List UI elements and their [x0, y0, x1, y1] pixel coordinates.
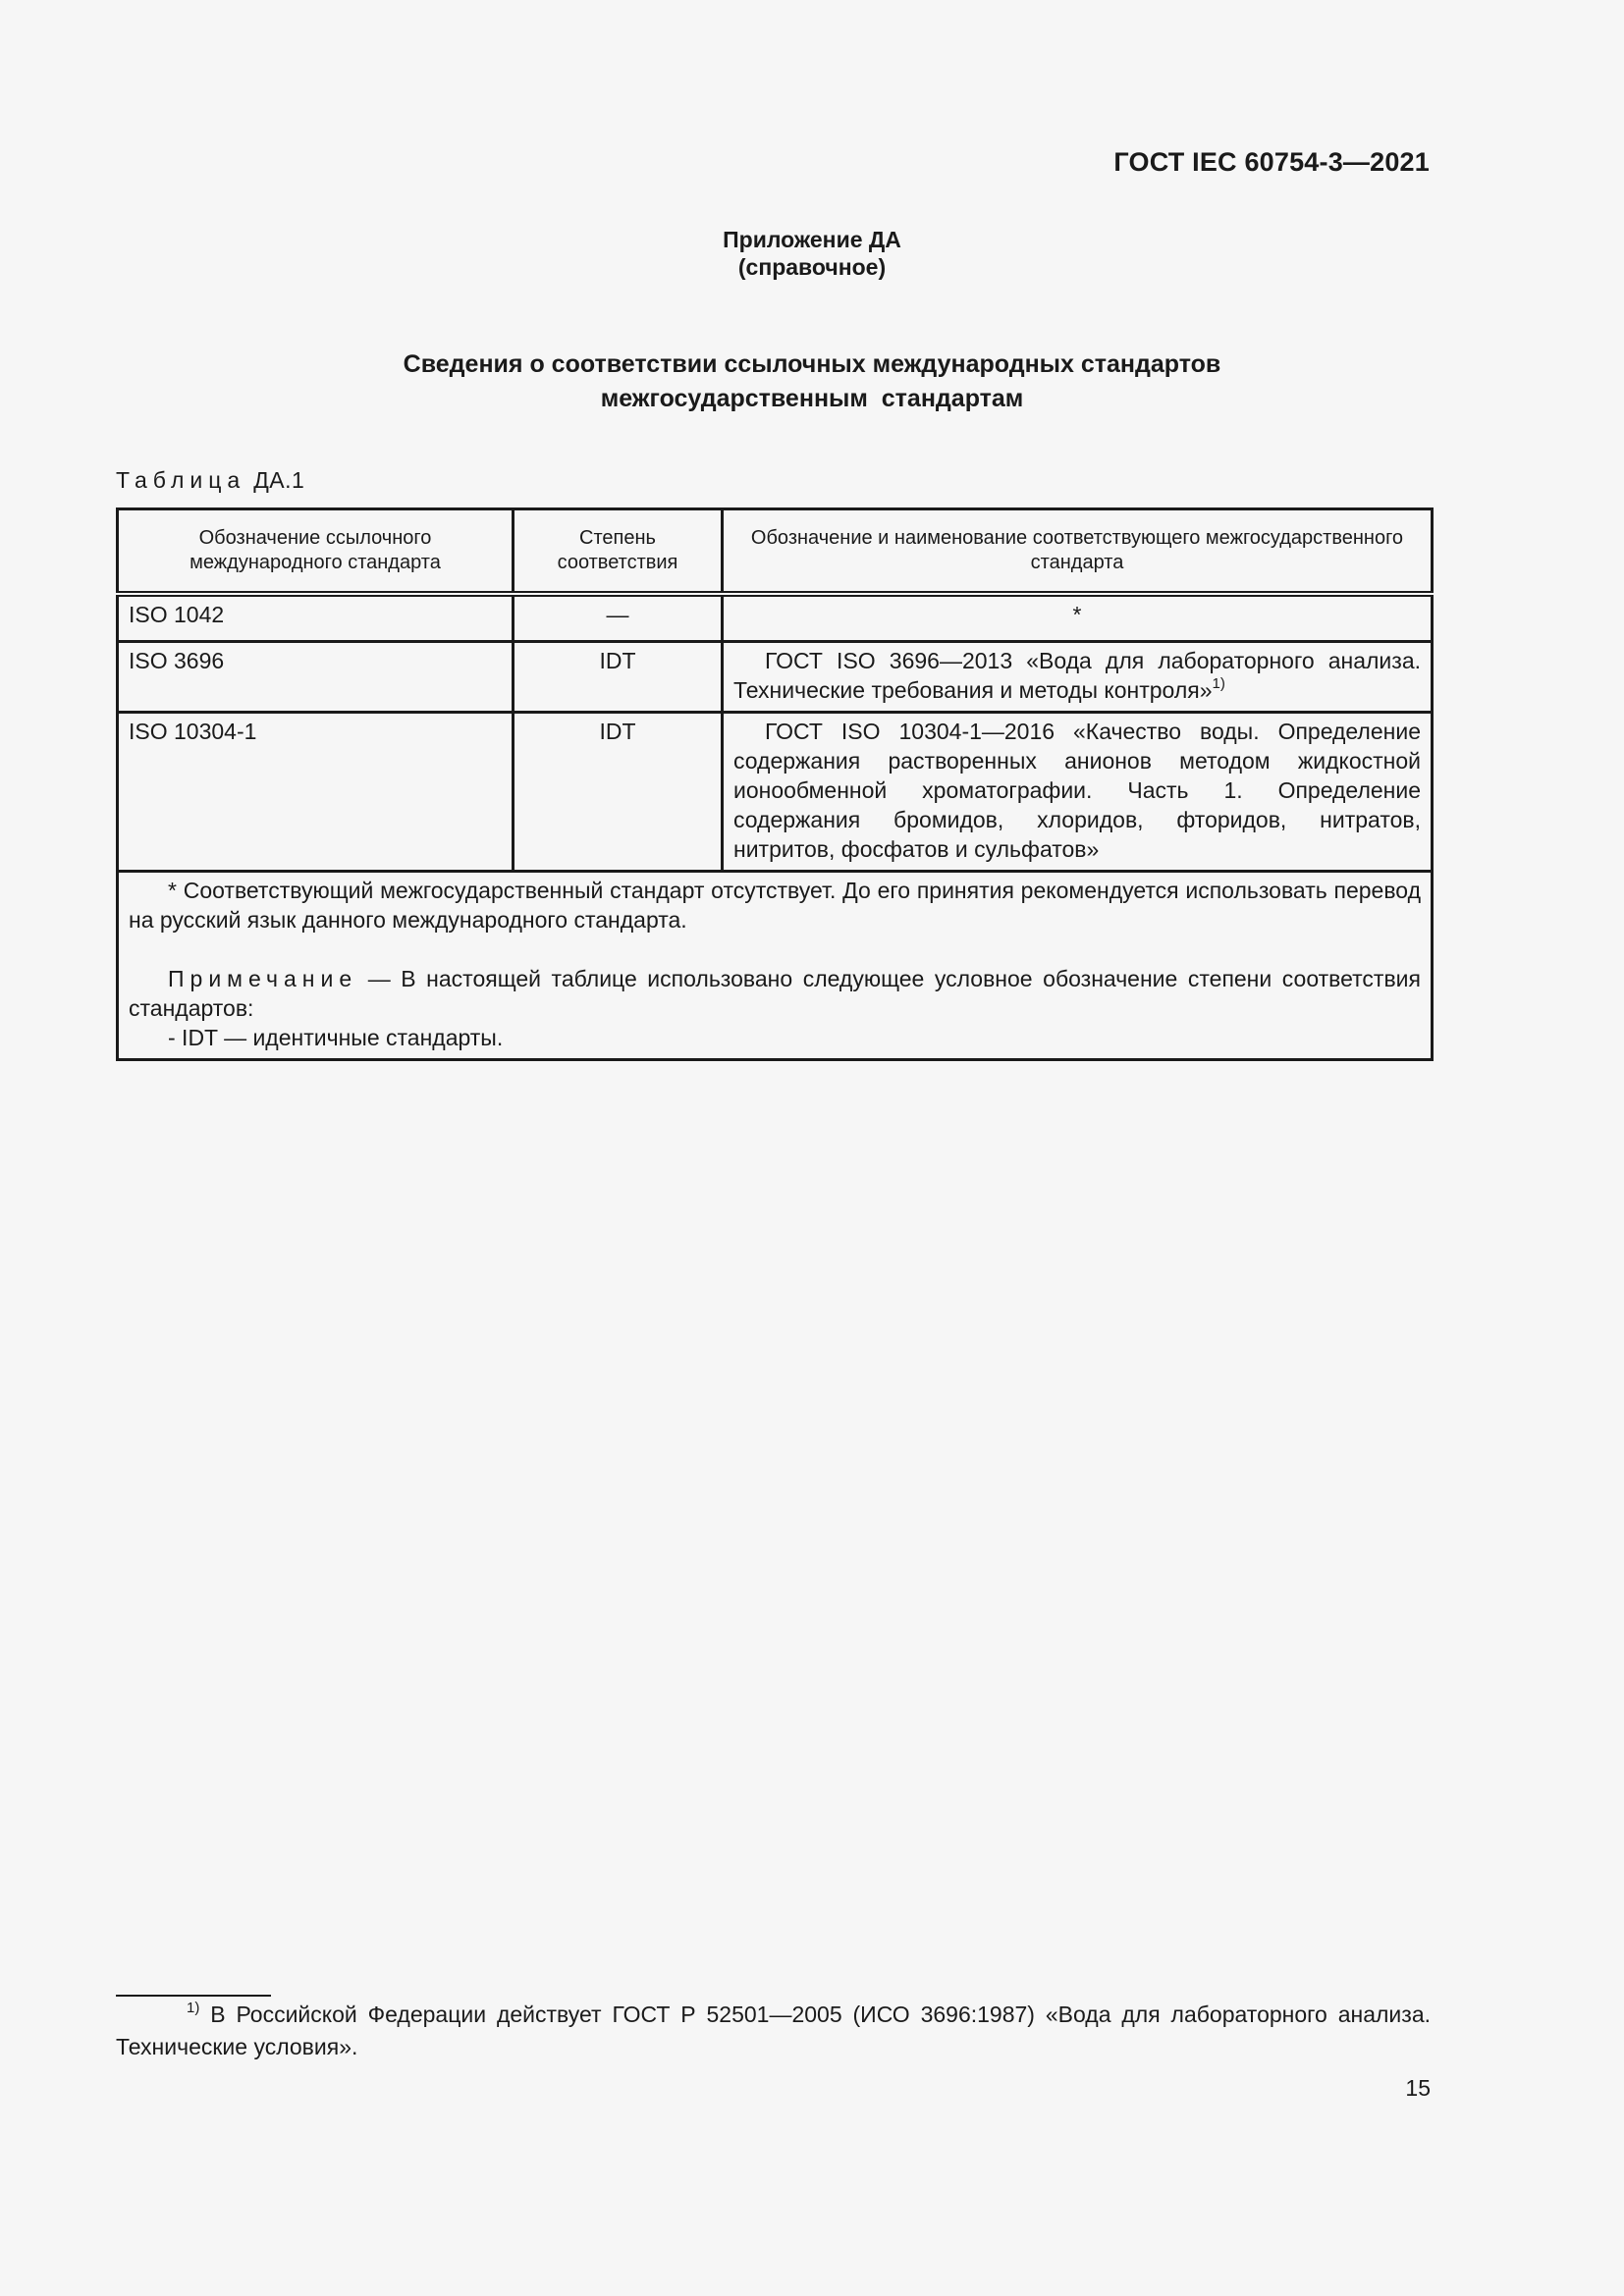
row-designation: ISO 3696	[118, 641, 514, 712]
note-list-item: - IDT — идентичные стандарты.	[168, 1024, 504, 1050]
header-designation: Обозначение ссылочного международного стандарта	[118, 509, 514, 595]
table-note-cell	[118, 871, 1433, 1059]
note-text: — В настоящей таблице использовано следующее условное обозначение степени соответствия стандартов:	[129, 965, 1421, 1021]
row-designation: ISO 10304-1	[118, 712, 514, 871]
page-number: 15	[1405, 2075, 1431, 2101]
footnote	[116, 1999, 1431, 2063]
standards-table	[116, 507, 1434, 1061]
appendix-subtitle: (справочное)	[737, 254, 887, 280]
row-name: *	[723, 594, 1433, 641]
header-degree: Степень соответствия	[514, 509, 723, 595]
page-title-line-1: Сведения о соответствии ссылочных международных стандартов	[403, 350, 1221, 378]
footnote-divider	[116, 1995, 271, 1997]
table-note-row	[118, 871, 1433, 1059]
note-label: Примечание	[168, 965, 358, 991]
table-row	[118, 712, 1433, 871]
row-degree: IDT	[514, 641, 723, 712]
table-row	[118, 641, 1433, 712]
row-name	[723, 641, 1433, 712]
appendix-title: Приложение ДА	[723, 227, 901, 252]
row-name-text: ГОСТ ISO 3696—2013 «Вода для лабораторного анализа. Технические требования и методы контроля»	[733, 647, 1421, 703]
row-designation: ISO 1042	[118, 594, 514, 641]
row-degree: —	[514, 594, 723, 641]
table-caption-number: ДА.1	[253, 467, 305, 493]
row-degree: IDT	[514, 712, 723, 871]
footnote-mark: 1)	[187, 2000, 200, 2016]
asterisk-note: * Соответствующий межгосударственный стандарт отсутствует. До его принятия рекомендуется использовать перевод на русский язык данного международного стандарта.	[129, 877, 1421, 933]
table-note	[129, 964, 1421, 1023]
table-caption-label: Таблица	[116, 467, 246, 493]
table-header-row	[118, 509, 1433, 595]
page-title	[0, 347, 1624, 416]
page-title-line-2: межгосударственным стандартам	[600, 385, 1024, 412]
row-name: ГОСТ ISO 10304-1—2016 «Качество воды. Определение содержания растворенных анионов методом жидкостной ионообменной хроматографии. Часть 1. Определение содержания бромидов, хлоридов, фторидов, нитратов, нитритов, фосфатов и сульфатов»	[723, 712, 1433, 871]
footnote-reference: 1)	[1212, 674, 1225, 692]
header-name: Обозначение и наименование соответствующего межгосударственного стандарта	[723, 509, 1433, 595]
appendix-heading	[0, 226, 1624, 281]
document-code: ГОСТ IEC 60754-3—2021	[1113, 147, 1430, 177]
footnote-text: В Российской Федерации действует ГОСТ Р 52501—2005 (ИСО 3696:1987) «Вода для лабораторного анализа. Технические условия».	[116, 2002, 1431, 2059]
table-row	[118, 594, 1433, 641]
table-caption	[116, 467, 304, 494]
